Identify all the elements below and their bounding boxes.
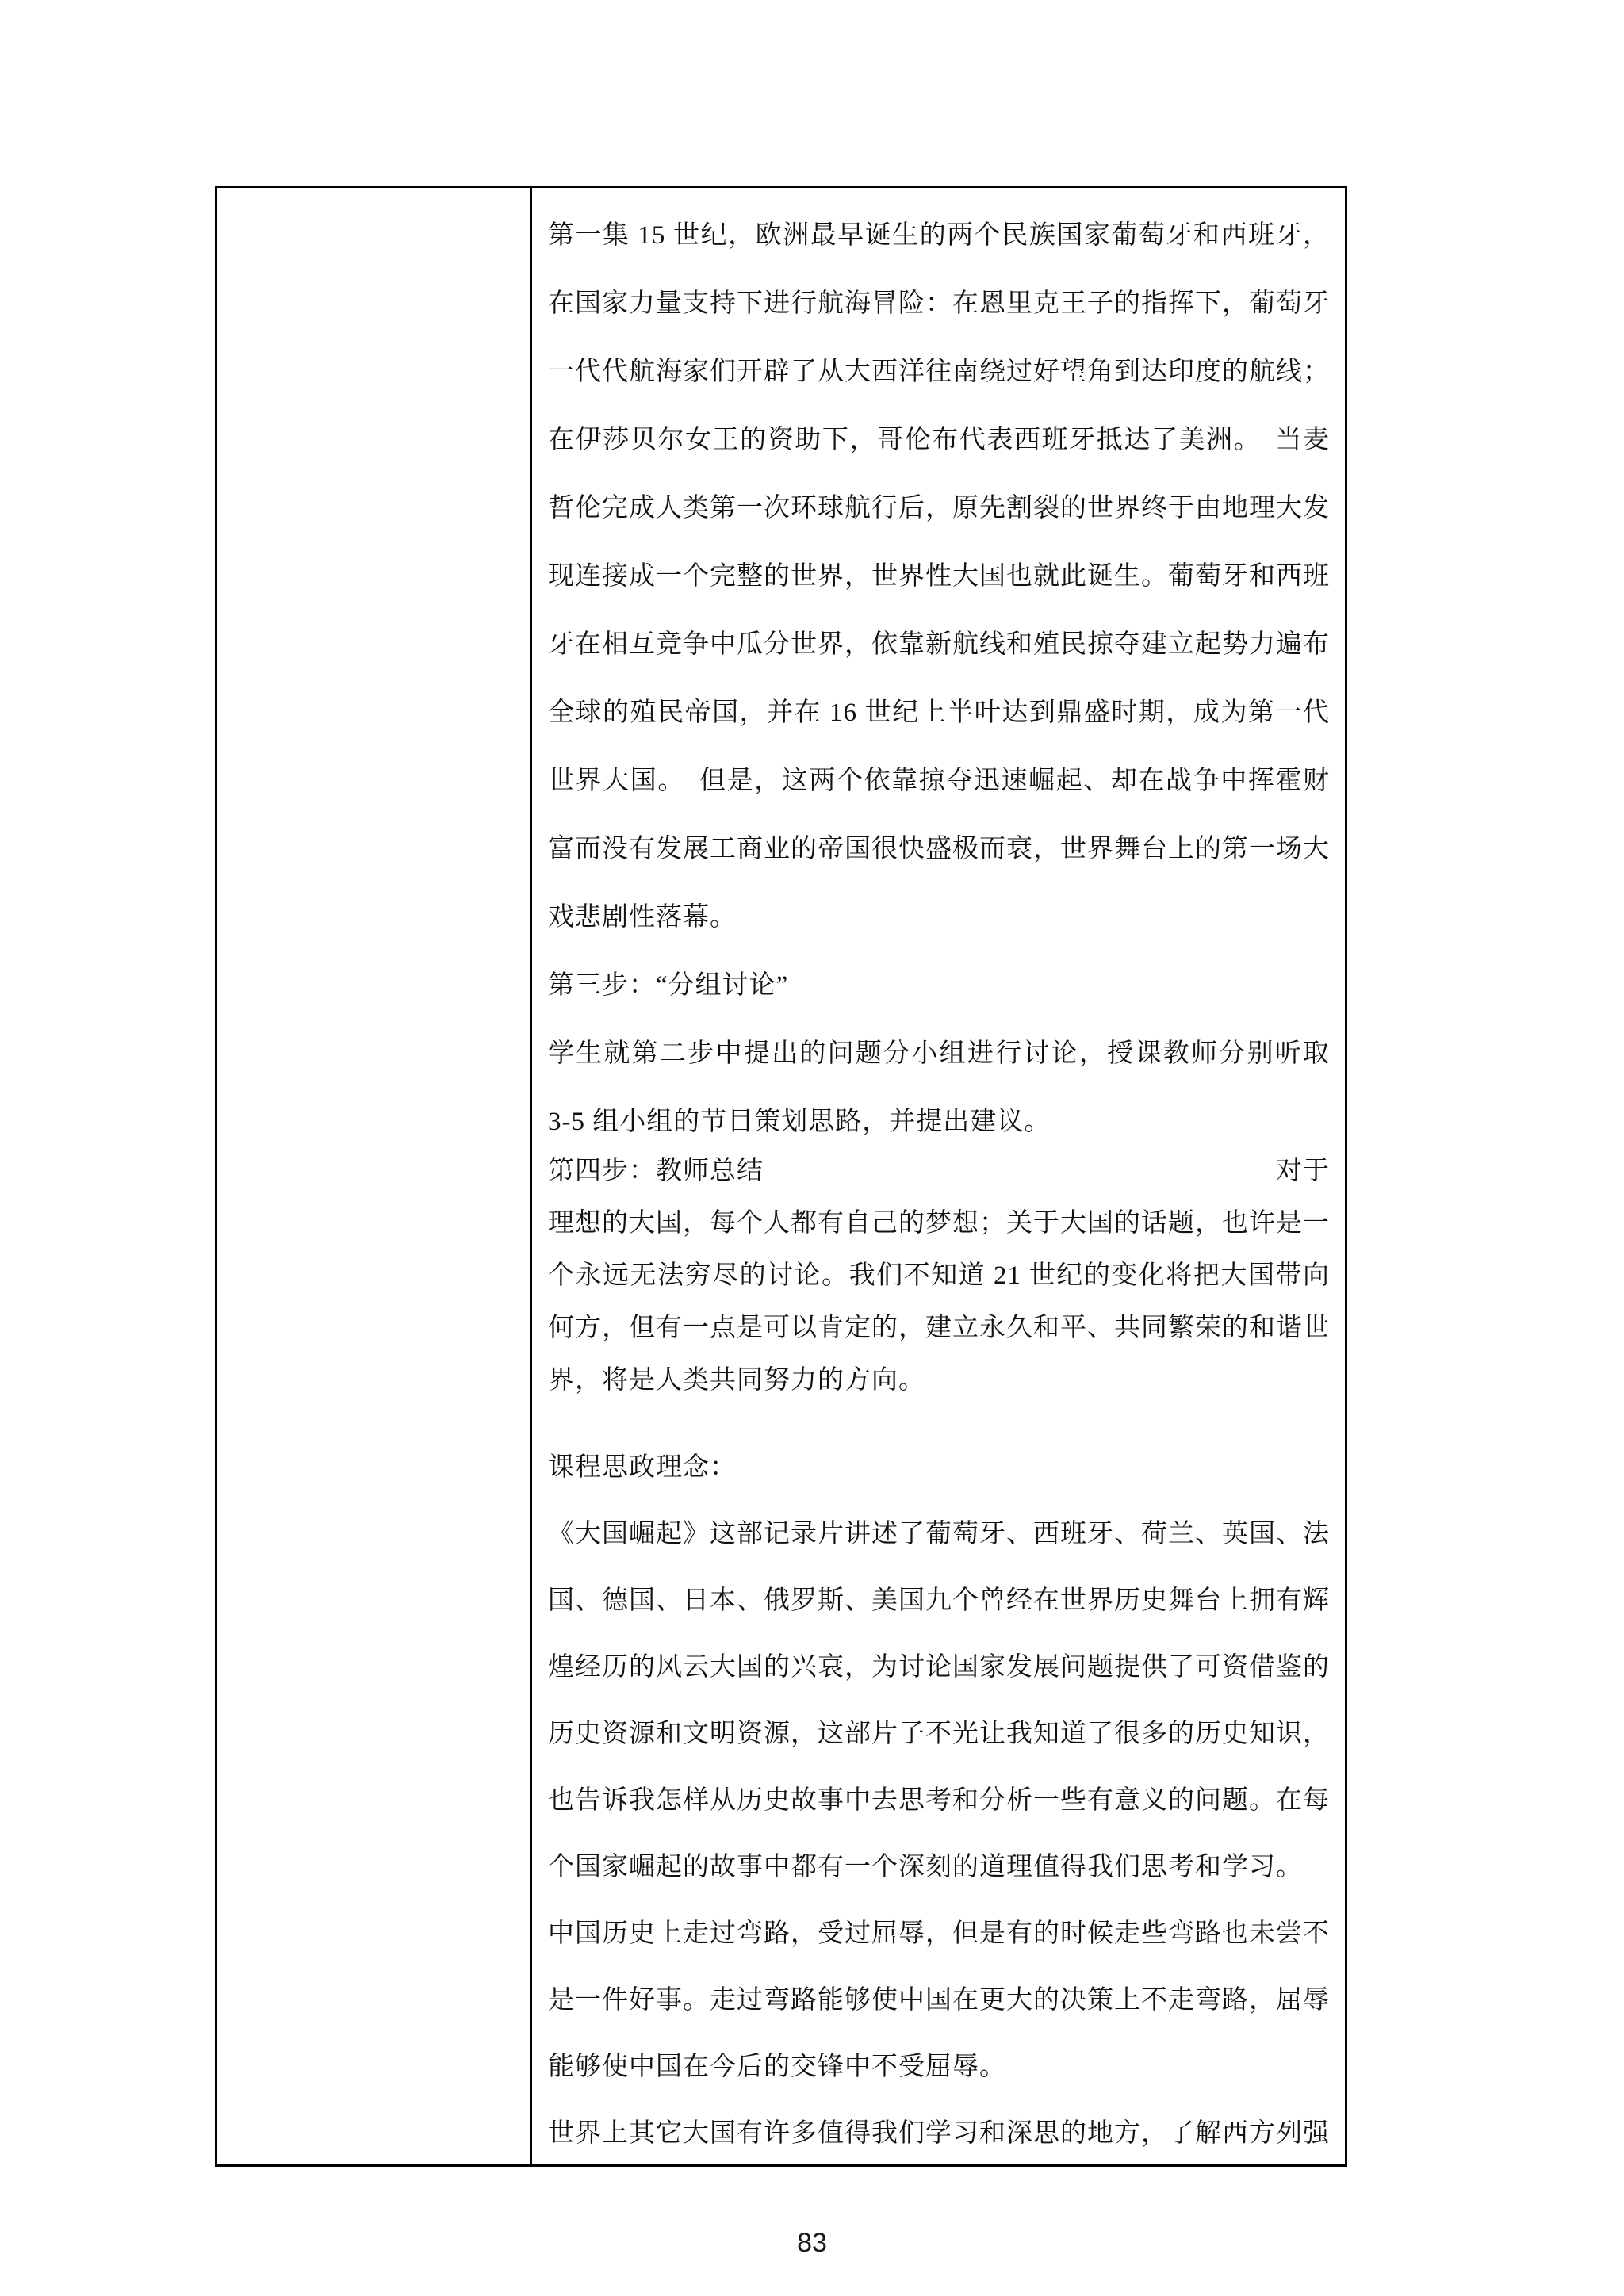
text-line: 世界上其它大国有许多值得我们学习和深思的地方，了解西方列强 [548, 2119, 1330, 2148]
text-line: 牙在相互竞争中瓜分世界，依靠新航线和殖民掠夺建立起势力遍布 [548, 630, 1330, 659]
page-number: 83 [797, 2228, 827, 2258]
ideology-section [548, 1434, 1330, 2167]
text-line: 能够使中国在今后的交锋中不受屈辱。 [548, 2053, 1006, 2081]
text-line: 世界大国。 但是，这两个依靠掠夺迅速崛起、却在战争中挥霍财 [548, 767, 1330, 795]
text-line: 3-5 组小组的节目策划思路，并提出建议。 [548, 1108, 1051, 1136]
text-line: 何方，但有一点是可以肯定的，建立永久和平、共同繁荣的和谐世 [548, 1314, 1330, 1342]
table-cell-left-empty [217, 188, 532, 2164]
text-line: 界，将是人类共同努力的方向。 [548, 1366, 925, 1395]
text-line: 是一件好事。走过弯路能够使中国在更大的决策上不走弯路，屈辱 [548, 1986, 1330, 2015]
text-line: 第三步：“分组讨论” [548, 971, 789, 1000]
text-line: 也告诉我怎样从历史故事中去思考和分析一些有意义的问题。在每 [548, 1786, 1330, 1815]
text-line: 哲伦完成人类第一次环球航行后，原先割裂的世界终于由地理大发 [548, 494, 1330, 522]
text-line: 课程思政理念： [548, 1453, 737, 1482]
text-line: 个国家崛起的故事中都有一个深刻的道理值得我们思考和学习。 [548, 1853, 1303, 1881]
text-line: 戏悲剧性落幕。 [548, 903, 737, 932]
text-line: 全球的殖民帝国，并在 16 世纪上半叶达到鼎盛时期，成为第一代 [548, 698, 1330, 727]
text-line: 第一集 15 世纪，欧洲最早诞生的两个民族国家葡萄牙和西班牙， [548, 221, 1330, 250]
table-cell-content [532, 188, 1346, 2164]
documentary-episode-summary [548, 201, 1330, 1156]
text-line: 国、德国、日本、俄罗斯、美国九个曾经在世界历史舞台上拥有辉 [548, 1586, 1330, 1615]
text-line: 历史资源和文明资源，这部片子不光让我知道了很多的历史知识， [548, 1720, 1330, 1748]
split-line-left: 第四步：教师总结 [548, 1157, 764, 1185]
text-line: 在国家力量支持下进行航海冒险：在恩里克王子的指挥下，葡萄牙 [548, 289, 1330, 318]
text-line: 富而没有发展工商业的帝国很快盛极而衰，世界舞台上的第一场大 [548, 835, 1330, 863]
text-line: 现连接成一个完整的世界，世界性大国也就此诞生。葡萄牙和西班 [548, 562, 1330, 591]
lesson-plan-table [215, 186, 1347, 2167]
step4-teacher-summary [548, 1145, 1330, 1406]
text-line: 个永远无法穷尽的讨论。我们不知道 21 世纪的变化将把大国带向 [548, 1261, 1330, 1290]
text-line: 中国历史上走过弯路，受过屈辱，但是有的时候走些弯路也未尝不 [548, 1919, 1330, 1948]
split-line-right: 对于 [1276, 1157, 1330, 1185]
text-line: 煌经历的风云大国的兴衰，为讨论国家发展问题提供了可资借鉴的 [548, 1653, 1330, 1682]
text-line: 《大国崛起》这部记录片讲述了葡萄牙、西班牙、荷兰、英国、法 [548, 1520, 1330, 1548]
text-line: 学生就第二步中提出的问题分小组进行讨论，授课教师分别听取 [548, 1039, 1330, 1068]
text-line: 在伊莎贝尔女王的资助下，哥伦布代表西班牙抵达了美洲。 当麦 [548, 426, 1330, 454]
text-line: 理想的大国，每个人都有自己的梦想；关于大国的话题，也许是一 [548, 1209, 1330, 1238]
text-line: 一代代航海家们开辟了从大西洋往南绕过好望角到达印度的航线； [548, 358, 1330, 386]
